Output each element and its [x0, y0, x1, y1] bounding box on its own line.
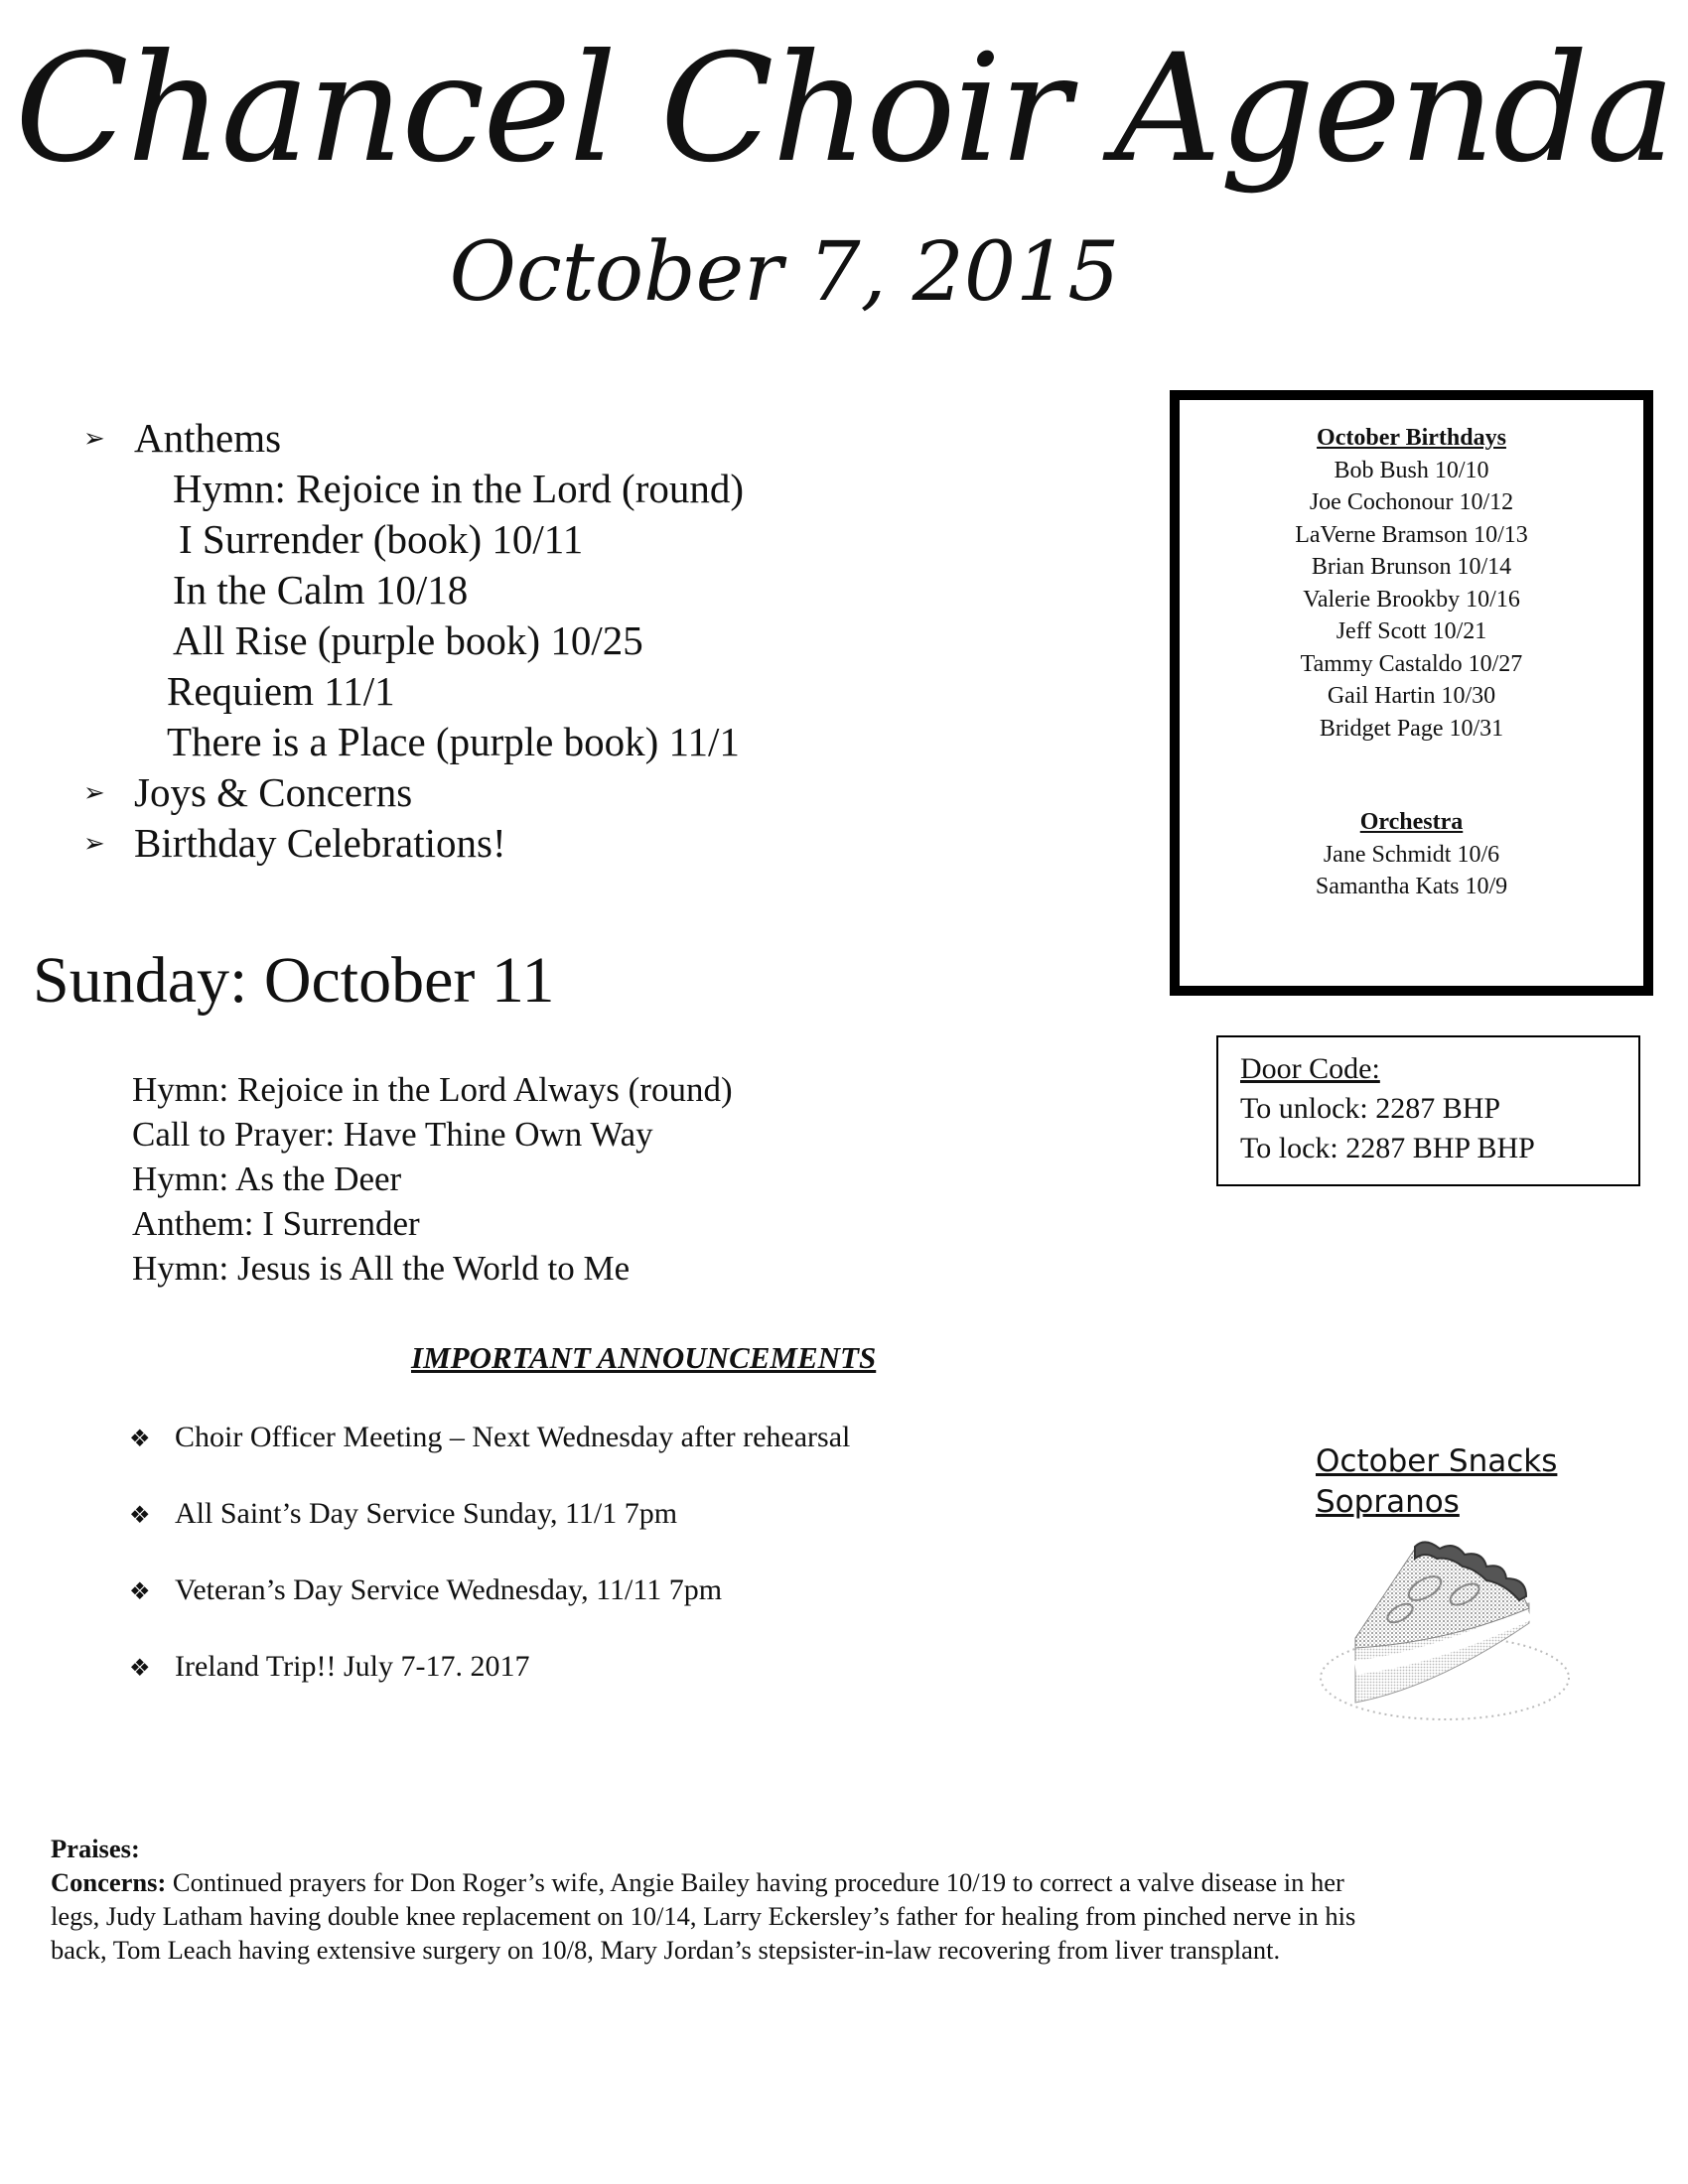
- birthdays-heading: October Birthdays: [1317, 425, 1506, 451]
- announcement-text: All Saint’s Day Service Sunday, 11/1 7pm: [175, 1497, 678, 1530]
- pie-slice-icon: [1316, 1529, 1574, 1722]
- birthday-entry: Bridget Page 10/31: [1319, 715, 1504, 742]
- service-item: Hymn: As the Deer: [132, 1160, 402, 1198]
- praises-label: Praises:: [51, 1834, 140, 1863]
- joys-concerns-section: [51, 1832, 1659, 1967]
- birthdays-box: [1170, 390, 1653, 996]
- birthday-entry: Bob Bush 10/10: [1334, 457, 1489, 483]
- concerns-text: back, Tom Leach having extensive surgery on 10/8, Mary Jordan’s stepsister-in-law recovering from liver transplant.: [51, 1935, 1281, 1965]
- door-code-unlock: To unlock: 2287 BHP: [1240, 1092, 1501, 1125]
- service-item: Hymn: Jesus is All the World to Me: [132, 1249, 631, 1288]
- announcement-item: [129, 1647, 529, 1689]
- agenda-item-label: Birthday Celebrations!: [134, 820, 506, 866]
- agenda-item-label: Anthems: [134, 415, 282, 461]
- anthem-text: Requiem 11/1: [167, 668, 395, 714]
- announcement-text: Choir Officer Meeting – Next Wednesday after rehearsal: [175, 1421, 851, 1453]
- announcement-text: Ireland Trip!! July 7-17. 2017: [175, 1650, 530, 1683]
- announcement-text: Veteran’s Day Service Wednesday, 11/11 7pm: [175, 1573, 723, 1606]
- service-item: Hymn: Rejoice in the Lord Always (round): [132, 1070, 733, 1109]
- orchestra-entry: Jane Schmidt 10/6: [1323, 841, 1500, 868]
- agenda-date: October 7, 2015: [449, 225, 1120, 320]
- birthday-entry: Tammy Castaldo 10/27: [1300, 650, 1523, 677]
- concerns-label: Concerns:: [51, 1867, 167, 1897]
- birthday-entry: LaVerne Bramson 10/13: [1295, 521, 1528, 548]
- door-code-box: [1216, 1035, 1640, 1186]
- snacks-group: Sopranos: [1316, 1484, 1460, 1520]
- anthem-text: All Rise (purple book) 10/25: [173, 617, 643, 663]
- service-item: Call to Prayer: Have Thine Own Way: [132, 1115, 653, 1154]
- four-diamond-bullet-icon: ❖: [129, 1656, 151, 1682]
- anthem-text: Hymn: Rejoice in the Lord (round): [173, 466, 745, 511]
- arrowhead-bullet-icon: ➢: [83, 424, 105, 453]
- anthem-text: I Surrender (book) 10/11: [179, 516, 584, 562]
- service-item: Anthem: I Surrender: [132, 1204, 420, 1243]
- announcement-item: [129, 1418, 850, 1459]
- birthday-entry: Gail Hartin 10/30: [1327, 683, 1496, 709]
- four-diamond-bullet-icon: ❖: [129, 1427, 151, 1452]
- agenda-item-label: Joys & Concerns: [134, 769, 413, 815]
- anthem-text: In the Calm 10/18: [173, 567, 469, 613]
- announcements-heading: IMPORTANT ANNOUNCEMENTS: [411, 1340, 877, 1375]
- concerns-text: legs, Judy Latham having double knee replacement on 10/14, Larry Eckersley’s father for healing from pinched nerve in his: [51, 1901, 1356, 1931]
- door-code-label: Door Code:: [1240, 1052, 1380, 1085]
- page-title: Chancel Choir Agenda: [14, 23, 1674, 196]
- birthday-entry: Valerie Brookby 10/16: [1303, 586, 1520, 613]
- announcement-item: [129, 1570, 722, 1612]
- birthday-entry: Joe Cochonour 10/12: [1309, 489, 1514, 515]
- arrowhead-bullet-icon: ➢: [83, 829, 105, 858]
- four-diamond-bullet-icon: ❖: [129, 1579, 151, 1605]
- orchestra-entry: Samantha Kats 10/9: [1315, 874, 1508, 899]
- snacks-section: [1316, 1441, 1557, 1523]
- sunday-heading: Sunday: October 11: [33, 944, 555, 1017]
- concerns-text: Continued prayers for Don Roger’s wife, Angie Bailey having procedure 10/19 to correct a valve disease in her: [166, 1867, 1344, 1897]
- orchestra-heading: Orchestra: [1359, 809, 1464, 835]
- door-code-lock: To lock: 2287 BHP BHP: [1240, 1132, 1535, 1164]
- anthem-text: There is a Place (purple book) 11/1: [167, 719, 740, 764]
- four-diamond-bullet-icon: ❖: [129, 1503, 151, 1529]
- birthday-entry: Jeff Scott 10/21: [1336, 618, 1487, 644]
- announcement-item: [129, 1494, 677, 1536]
- arrowhead-bullet-icon: ➢: [83, 778, 105, 807]
- birthday-entry: Brian Brunson 10/14: [1311, 554, 1512, 580]
- snacks-heading: October Snacks: [1316, 1443, 1558, 1479]
- sunday-service-list: [132, 1067, 733, 1291]
